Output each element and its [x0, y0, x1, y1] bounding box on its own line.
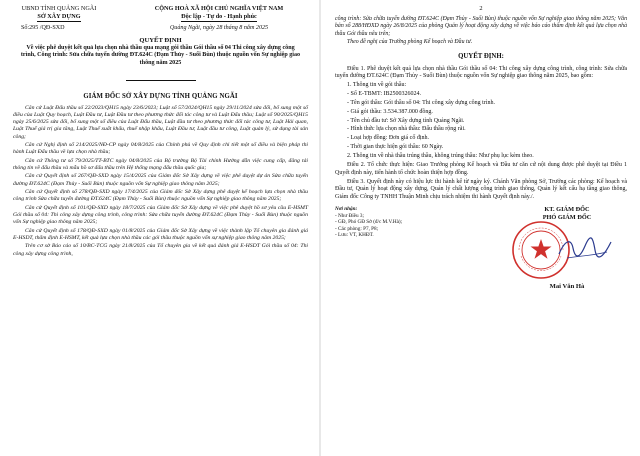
package-info-item: - Hình thức lựa chọn nhà thầu: Đấu thầu rộng rãi. — [347, 126, 466, 133]
document-subject: Về việc phê duyệt kết quả lựa chọn nhà thầu qua mạng gói thầu Gói thầu số 04 Thi công xây dựng công trình, Công trình: Sửa chữa tuyến đường ĐT.624C (Đạm Thủy - Suối Bùn) thuộc nguồn vốn Sự nghiệp giao thông năm 2025 — [20, 45, 301, 66]
package-info-item: - Loại hợp đồng: Đơn giá cố định. — [347, 135, 429, 142]
place-date: Quảng Ngãi, ngày 28 tháng 8 năm 2025 — [169, 25, 269, 31]
package-info-item: - Thời gian thực hiện gói thầu: 60 Ngày. — [347, 144, 444, 151]
number-row — [13, 24, 308, 32]
package-info-item: - Tên chủ đầu tư: Sở Xây dựng tỉnh Quảng Ngãi. — [347, 117, 465, 124]
legal-basis-paragraph: Căn cứ Quyết định số 267/QĐ-SXD ngày 15/4/2025 của Giám đốc Sở Xây dựng về việc phê duyệt dự án Sửa chữa tuyến đường ĐT.624C (Đạm Thủy - Suối Bùn) thuộc nguồn vốn Sự nghiệp giao thông năm 2025; — [13, 173, 308, 187]
legal-basis-paragraph: Trên cơ sở Báo cáo số 10/BC-TCG ngày 21/8/2025 của Tổ chuyên gia về kết quả đánh giá E-HSDT Gói thầu số 04: Thi công xây dựng công trình, — [13, 243, 308, 257]
recipients-title: Nơi nhận: — [335, 206, 358, 213]
subject-underline — [126, 80, 196, 81]
package-info-item: - Số E-TBMT: IB2500326024. — [347, 91, 422, 98]
package-info-item: - Tên gói thầu: Gói thầu số 04: Thi công xây dựng công trình. — [347, 99, 496, 106]
proposal-line: Theo đề nghị của Trưởng phòng Kế hoạch và Đầu tư. — [347, 39, 473, 46]
document-type: QUYẾT ĐỊNH — [139, 37, 182, 44]
sign-title: KT. GIÁM ĐỐC — [544, 206, 590, 214]
footer — [335, 206, 627, 290]
legal-basis-paragraph: Căn cứ Thông tư số 79/2025/TT-BTC ngày 04/8/2025 của Bộ trưởng Bộ Tài chính Hướng dẫn việc cung cấp, đăng tải thông tin về đấu thầu và mẫu hồ sơ đấu thầu trên Hệ thống mạng đấu thầu quốc gia; — [13, 157, 308, 171]
legal-basis-paragraph: Căn cứ Nghị định số 214/2025/NĐ-CP ngày 04/8/2025 của Chính phủ về Quy định chi tiết một số điều và biện pháp thi hành Luật Đấu thầu về lựa chọn nhà thầu; — [13, 142, 308, 156]
legal-basis-paragraph: Căn cứ Quyết định số 278/QĐ-SXD ngày 17/4/2025 của Giám đốc Sở Xây dựng phê duyệt kế hoạch lựa chọn nhà thầu công trình Sửa chữa tuyến đường ĐT.624C (Đạm Thủy - Suối Bùn) thuộc nguồn vốn Sự nghiệp giao thông năm 2025; — [13, 189, 308, 203]
package-info-item: - Giá gói thầu: 3.534.387.000 đồng. — [347, 108, 433, 115]
recipients-block — [335, 206, 465, 290]
issuing-agency — [13, 5, 105, 22]
signature-block — [507, 206, 627, 290]
package-info-item: 2. Thông tin về nhà thầu trúng thầu, không trúng thầu: Như phụ lục kèm theo. — [347, 153, 534, 160]
sign-position: PHÓ GIÁM ĐỐC — [542, 213, 592, 221]
page-1 — [0, 0, 319, 456]
legal-basis-paragraph: Căn cứ Quyết định số 178/QĐ-SXD ngày 01/8/2025 của Giám đốc Sở Xây dựng về việc thành lập Tổ chuyên gia đánh giá E-HSDT, thẩm định E-HSMT, kết quả lựa chọn nhà thầu các gói thầu thuộc nguồn vốn sự nghiệp giao thông năm 2025; — [13, 227, 308, 241]
legal-basis-paragraph: Căn cứ Quyết định số 101/QĐ-SXD ngày 18/7/2025 của Giám đốc Sở Xây dựng về việc phê duyệt hồ sơ yêu cầu E-HSMT Gói thầu số 04: Thi công xây dựng công trình, công trình: Sửa chữa tuyến đường ĐT.624C (Đạm Thủy - Suối Bùn) thuộc nguồn vốn Sự nghiệp giao thông năm 2025; — [13, 204, 308, 226]
header — [13, 5, 308, 22]
handwritten-signature-icon — [557, 234, 613, 264]
article-3: Điều 3. Quyết định này có hiệu lực thi hành kể từ ngày ký. Chánh Văn phòng Sở, Trưởng các phòng: Kế hoạch và Đầu tư, Quản lý hoạt động xây dựng, Quản lý chất lượng công trình giao thông, Quản lý kết cấu hạ tầng giao thông, Giám đốc Công ty TNHH Thuận Minh chịu trách nhiệm thi hành Quyết định này./. — [335, 178, 627, 201]
agency-parent: UBND TỈNH QUẢNG NGÃI — [21, 5, 97, 12]
national-motto — [130, 5, 308, 22]
country-name: CỘNG HOÀ XÃ HỘI CHỦ NGHĨA VIỆT NAM — [154, 5, 284, 12]
recipient-item: - GĐ, Phó GĐ Sở (đ/c M.V.Hà); — [335, 219, 403, 226]
decides-heading: QUYẾT ĐỊNH: — [458, 52, 504, 60]
recipient-item: - Lưu: VT, KHĐT. — [335, 232, 374, 239]
legal-basis-paragraph: Căn cứ Luật Đấu thầu số 22/2023/QH15 ngày 23/6/2023; Luật số 57/2024/QH15 ngày 29/11/2024 sửa đổi, bổ sung một số điều của Luật Quy hoạch, Luật Đầu tư, Luật Đầu tư theo phương thức đối tác công tư và Luật Đấu thầu; Luật số 90/2025/QH15 ngày 25/6/2025 sửa đổi, bổ sung một số điều của Luật Đấu thầu, Luật đầu tư theo phương thức đối tác công tư, Luật Hải quan, Luật Thuế giá trị gia tăng, Luật Thuế xuất khẩu, thuế nhập khẩu, Luật Đầu tư, Luật đầu tư công, Luật quản lý, sử dụng tài sản công; — [13, 104, 308, 140]
legal-basis-paragraph: công trình: Sửa chữa tuyến đường ĐT.624C (Đạm Thủy - Suối Bùn) thuộc nguồn vốn Sự nghiệp giao thông năm 2025; Văn bản số 288/HĐXD ngày 26/8/2025 của phòng Quản lý hoạt động xây dựng về việc báo cáo thẩm định kết quả lựa chọn nhà thầu Gói thầu nêu trên; — [335, 16, 627, 37]
recipient-item: - Như Điều 3; — [335, 212, 364, 219]
issuing-authority: GIÁM ĐỐC SỞ XÂY DỰNG TỈNH QUẢNG NGÃI — [83, 92, 238, 100]
package-info-item: 1. Thông tin về gói thầu: — [347, 82, 407, 89]
page-number: 2 — [479, 5, 483, 12]
page-2 — [321, 0, 640, 456]
recipient-item: - Các phòng: P7, P8; — [335, 225, 379, 232]
document-number: Số:295 /QĐ-SXD — [21, 25, 65, 31]
article-1: Điều 1. Phê duyệt kết quả lựa chọn nhà thầu Gói thầu số 04: Thi công xây dựng công trình, công trình: Sửa chữa tuyến đường ĐT.624C (Đạm Thủy - Suối Bùn) thuộc nguồn vốn Sự nghiệp giao thông năm 2025, bao gồm: — [335, 65, 627, 80]
signer-name: Mai Văn Hà — [549, 282, 585, 290]
article-2: Điều 2. Tổ chức thực hiện: Giao Trưởng phòng Kế hoạch và Đầu tư căn cứ nội dung được phê duyệt tại Điều 1 Quyết định này, tiến hành tổ chức hoàn thiện hợp đồng. — [335, 161, 627, 176]
agency-name: SỞ XÂY DỰNG — [37, 13, 81, 20]
motto: Độc lập - Tự do - Hạnh phúc — [181, 13, 257, 20]
